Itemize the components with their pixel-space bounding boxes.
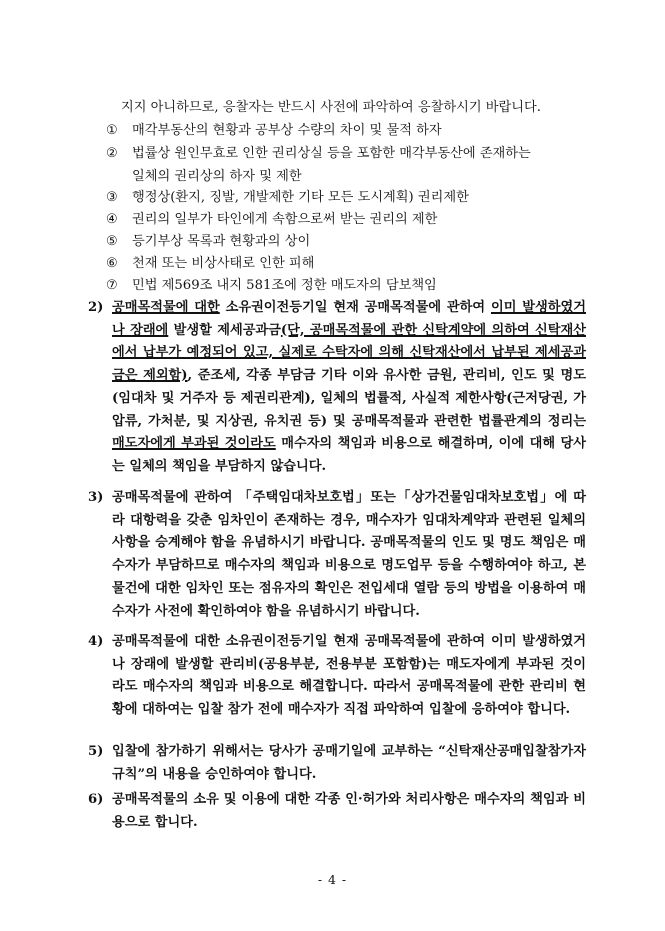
- clause-2-underlined-3: (단, 공매목적물에 관한 신탁계약에 의하여 신탁재산에서 납부가 예정되어 있고, 실제로 수탁자에 의해 신탁재산에서 납부된 제세공과금은 제외함): [112, 322, 586, 384]
- subitem-text: 민법 제569조 내지 581조에 정한 매도자의 담보책임: [132, 278, 437, 293]
- subitem-text: 천재 또는 비상사태로 인한 피해: [132, 256, 315, 271]
- page-number: - 4 -: [317, 872, 348, 887]
- subitem-number: ②: [106, 146, 118, 161]
- clause-number: 2): [88, 300, 104, 315]
- subitem-4: [106, 209, 606, 232]
- clause-number: 6): [88, 792, 104, 807]
- lead-text: 지지 아니하므로, 응찰자는 반드시 사전에 파악하여 응찰하시기 바랍니다.: [121, 100, 541, 115]
- subitem-text: 권리의 일부가 타인에게 속함으로써 받는 권리의 제한: [132, 212, 438, 227]
- clause-5: [88, 741, 586, 786]
- subitem-number: ⑦: [106, 278, 118, 293]
- clause-2-underlined-4: 매도자에게 부과된 것이라도: [112, 436, 276, 452]
- clause-2-underlined-2: 이미 발생하였거나 장래에: [112, 300, 586, 338]
- subitem-7: [106, 275, 606, 298]
- clause-6-text: 공매목적물의 소유 및 이용에 대한 각종 인·허가와 처리사항은 매수자의 책임과 비용으로 합니다.: [112, 792, 586, 830]
- clause-number: 5): [88, 744, 104, 759]
- clause-5-text: 입찰에 참가하기 위해서는 당사가 공매기일에 교부하는 “신탁재산공매입찰참가자규칙”의 내용을 승인하여야 합니다.: [112, 744, 586, 782]
- subitem-5: [106, 231, 606, 254]
- subitem-text: 행정상(환지, 징발, 개발제한 기타 모든 도시계획) 권리제한: [132, 190, 469, 205]
- subitem-continuation: 일체의 권리상의 하자 및 제한: [132, 168, 302, 184]
- clause-2-text-2: 발생할 제세공과금: [168, 322, 281, 338]
- subitem-number: ⑤: [106, 234, 118, 249]
- clause-2-text-3: , 준조세, 각종 부담금 기타 이와 유사한 금원, 관리비, 인도 및 명도(임대차 및 거주자 등 제권리관계), 일체의 법률적, 사실적 제한사항(근저당권, 가압류, 가처분, 및 지상권, 유치권 등) 및 공매목적물과 관련한 법률관계의 정리는: [112, 368, 587, 429]
- clause-number: 4): [88, 634, 104, 649]
- subitem-1: [106, 120, 606, 143]
- clause-number: 3): [88, 490, 104, 505]
- clause-2-underlined-1: 공매목적물에 대한: [112, 300, 220, 315]
- subitem-text: 매각부동산의 현황과 공부상 수량의 차이 및 물적 하자: [132, 123, 442, 138]
- clause-4: [88, 631, 586, 722]
- subitem-number: ⑥: [106, 256, 118, 271]
- subitem-number: ④: [106, 212, 118, 227]
- subitem-text: 등기부상 목록과 현황과의 상이: [132, 234, 311, 249]
- clause-3: [88, 487, 586, 623]
- subitem-3: [106, 187, 606, 210]
- subitem-6: [106, 253, 606, 276]
- subitem-number: ①: [106, 123, 118, 138]
- subitem-number: ③: [106, 190, 118, 205]
- clause-4-text: 공매목적물에 대한 소유권이전등기일 현재 공매목적물에 관하여 이미 발생하였거나 장래에 발생할 관리비(공용부분, 전용부분 포함함)는 매도자에게 부과된 것이라도 매수자의 책임과 비용으로 해결합니다. 따라서 공매목적물에 관한 관리비 현황에 대하여는 입찰 참가 전에 매수자가 직접 파악하여 입찰에 응하여야 합니다.: [112, 634, 586, 718]
- clause-2-text-1: 소유권이전등기일 현재 공매목적물에 관하여: [219, 300, 491, 315]
- clause-6: [88, 789, 586, 834]
- clause-2: [88, 297, 586, 479]
- clause-3-text: 공매목적물에 관하여 「주택임대차보호법」또는「상가건물임대차보호법」에 따라 대항력을 갖춘 임차인이 존재하는 경우, 매수자가 임대차계약과 관련된 일체의 사항을 승계해야 함을 유념하시기 바랍니다. 공매목적물의 인도 및 명도 책임은 매수자가 부담하므로 매수자의 책임과 비용으로 명도업무 등을 수행하여야 하고, 본 물건에 대한 임차인 또는 점유자의 확인은 전입세대 열람 등의 방법을 이용하여 매수자가 사전에 확인하여야 함을 유념하시기 바랍니다.: [112, 490, 586, 619]
- subitem-text: 법률상 원인무효로 인한 권리상실 등을 포함한 매각부동산에 존재하는: [132, 146, 531, 161]
- subitem-2: [106, 143, 606, 188]
- clause-2-text-4: 매수자의 책임과 비용으로 해결하며, 이에 대해 당사는 일체의 책임을 부담하지 않습니다.: [112, 436, 586, 474]
